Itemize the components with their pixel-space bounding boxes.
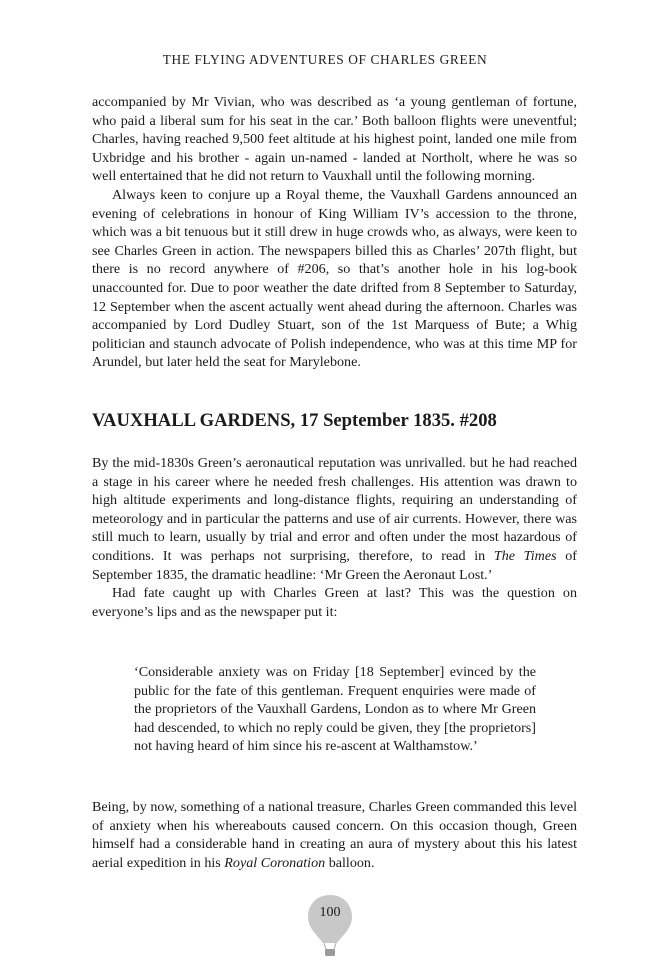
page-number: 100 xyxy=(319,905,341,920)
body-text-block-2 xyxy=(92,454,577,621)
italic-title: Royal Coronation xyxy=(224,854,326,871)
page-folio xyxy=(305,893,355,959)
section-heading: VAUXHALL GARDENS, 17 September 1835. #208 xyxy=(92,410,497,431)
paragraph: Being, by now, something of a national treasure, Charles Green commanded this level of anxiety when his whereabouts caused concern. On this occasion though, Green himself had a considerable hand in creating an aura of mystery about this his latest aerial expedition in his Royal Coronation balloon. xyxy=(92,799,577,871)
italic-title: The Times xyxy=(493,547,557,564)
paragraph: By the mid-1830s Green’s aeronautical reputation was unrivalled. but he had reached a stage in his career where he needed fresh challenges. His attention was drawn to high altitude experiments and long-distance flights, requiring an understanding of meteorology and in particular the patterns and use of air currents. However, there was still much to learn, usually by trial and error and often under the most hazardous of conditions. It was perhaps not surprising, therefore, to read in The Times of September 1835, the dramatic headline: ‘Mr Green the Aeronaut Lost.’ xyxy=(92,455,577,583)
paragraph: accompanied by Mr Vivian, who was described as ‘a young gentleman of fortune, who paid a liberal sum for his seat in the car.’ Both balloon flights were uneventful; Charles, having reached 9,500 feet altitude at his highest point, landed one mile from Uxbridge and his brother - again un-named - landed at Northolt, where he was so well entertained that he did not return to Vauxhall until the following morning. xyxy=(92,94,577,185)
body-text-block-1 xyxy=(92,93,577,372)
paragraph: Always keen to conjure up a Royal theme, the Vauxhall Gardens announced an evening of celebrations in honour of King William IV’s accession to the throne, which was a bit tenuous but it still drew in huge crowds who, as always, were keen to see Charles Green in action. The newspapers billed this as Charles’ 207th flight, but there is no record anywhere of #206, so that’s another hole in his log-book unaccounted for. Due to poor weather the date drifted from 8 September to Saturday, 12 September when the ascent actually went ahead during the afternoon. Charles was accompanied by Lord Dudley Stuart, son of the 1st Marquess of Bute; a Whig politician and staunch advocate of Polish independence, who was at this time MP for Arundel, but later held the seat for Marylebone. xyxy=(92,186,577,371)
block-quote: ‘Considerable anxiety was on Friday [18 September] evinced by the public for the fate of this gentleman. Frequent enquiries were made of the proprietors of the Vauxhall Gardens, London as to where Mr Green had descended, to which no reply could be given, they [the proprietors] not having heard of him since his re-ascent at Walthamstow.’ xyxy=(134,664,536,755)
body-text-block-3 xyxy=(92,798,577,872)
paragraph: Had fate caught up with Charles Green at last? This was the question on everyone’s lips and as the newspaper put it: xyxy=(92,585,577,620)
running-head: THE FLYING ADVENTURES OF CHARLES GREEN xyxy=(162,52,488,67)
balloon-icon xyxy=(305,893,355,959)
